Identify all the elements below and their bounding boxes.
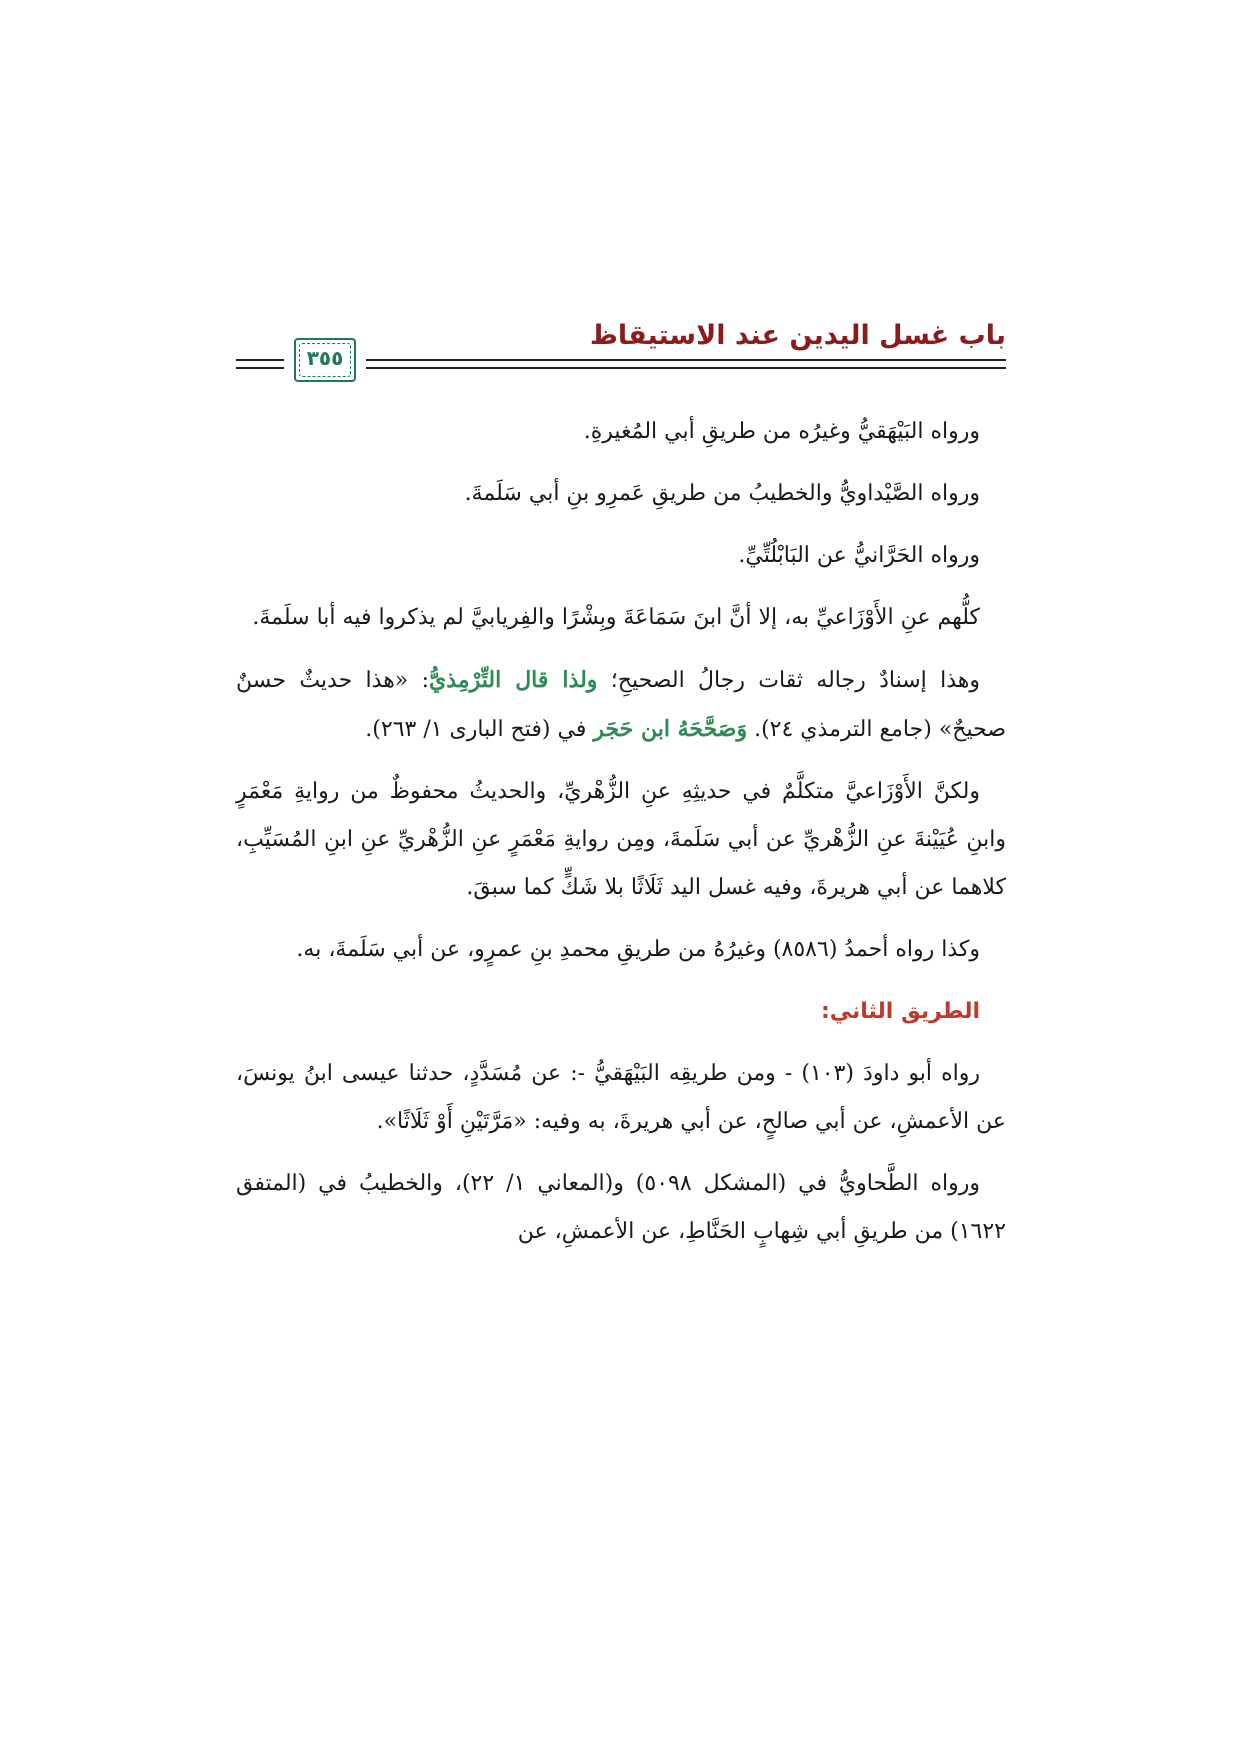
- header-rule: [366, 359, 1006, 369]
- page-header: [236, 310, 1006, 390]
- paragraph-1: ورواه البَيْهَقيُّ وغيرُه من طريقِ أبي المُغيرةِ.: [583, 419, 980, 444]
- paragraph-5-text-e: في (فتح البارى ١/ ٢٦٣).: [365, 717, 594, 742]
- paragraph-6: ولكنَّ الأَوْزَاعيَّ متكلَّمٌ في حديثِهِ عنِ الزُّهْريِّ، والحديثُ محفوظٌ من روايةِ مَعْمَرٍ وابنِ عُيَيْنةَ عنِ الزُّهْريِّ عن أبي سَلَمةَ، ومِن روايةِ مَعْمَرٍ عنِ الزُّهْريِّ عنِ ابنِ المُسَيِّبِ، كلاهما عن أبي هريرةَ، وفيه غسل اليد ثَلَاثًا بلا شَكٍّ كما سبقَ.: [236, 779, 1006, 900]
- page-number-frame: [294, 338, 356, 382]
- page-number: ٣٥٥: [306, 346, 344, 370]
- header-rule-left: [236, 359, 284, 369]
- paragraph-5-text-a: وهذا إسنادٌ رجاله ثقات رجالُ الصحيحِ؛: [597, 668, 980, 693]
- paragraph-9: ورواه الطَّحاويُّ في (المشكل ٥٠٩٨) و(المعاني ١/ ٢٢)، والخطيبُ في (المتفق ١٦٢٢) من طريقِ أبي شِهابٍ الحَنَّاطِ، عن الأعمشِ، عن: [236, 1171, 1006, 1244]
- paragraph-5: [236, 656, 1006, 754]
- section-heading: الطريق الثاني:: [820, 999, 980, 1024]
- paragraph-7: وكذا رواه أحمدُ (٨٥٨٦) وغيرُهُ من طريقِ محمدِ بنِ عمرٍو، عن أبي سَلَمةَ، به.: [296, 937, 980, 962]
- tirmidhi-quote-label: ولذا قال التِّرْمِذيُّ: [429, 667, 598, 693]
- ibn-hajar-label: وَصَحَّحَهُ ابن حَجَر: [593, 716, 748, 742]
- paragraph-8: رواه أبو داودَ (١٠٣) - ومن طريقِه البَيْهَقيُّ -: عن مُسَدَّدٍ، حدثنا عيسى ابنُ يونسَ، عن الأعمشِ، عن أبي صالحٍ، عن أبي هريرةَ، به وفيه: «مَرَّتَيْنِ أَوْ ثَلَاثًا».: [236, 1061, 1006, 1134]
- paragraph-2: ورواه الصَّيْداويُّ والخطيبُ من طريقِ عَمرِو بنِ أبي سَلَمةَ.: [464, 481, 980, 506]
- page-body: [236, 408, 1006, 1270]
- paragraph-3: ورواه الحَرَّانيُّ عن البَابْلُتِّيِّ.: [738, 543, 980, 568]
- chapter-title: باب غسل اليدين عند الاستيقاظ: [589, 320, 1006, 351]
- paragraph-5-text-c: : «هذا حديثٌ حسنٌ صحيحٌ» (جامع الترمذي ٢٤).: [236, 668, 1006, 742]
- paragraph-4: كلُّهم عنِ الأَوْزَاعيِّ به، إلا أنَّ ابنَ سَمَاعَةَ وبِشْرًا والفِريابيَّ لم يذكروا فيه أبا سلَمةَ.: [252, 605, 980, 630]
